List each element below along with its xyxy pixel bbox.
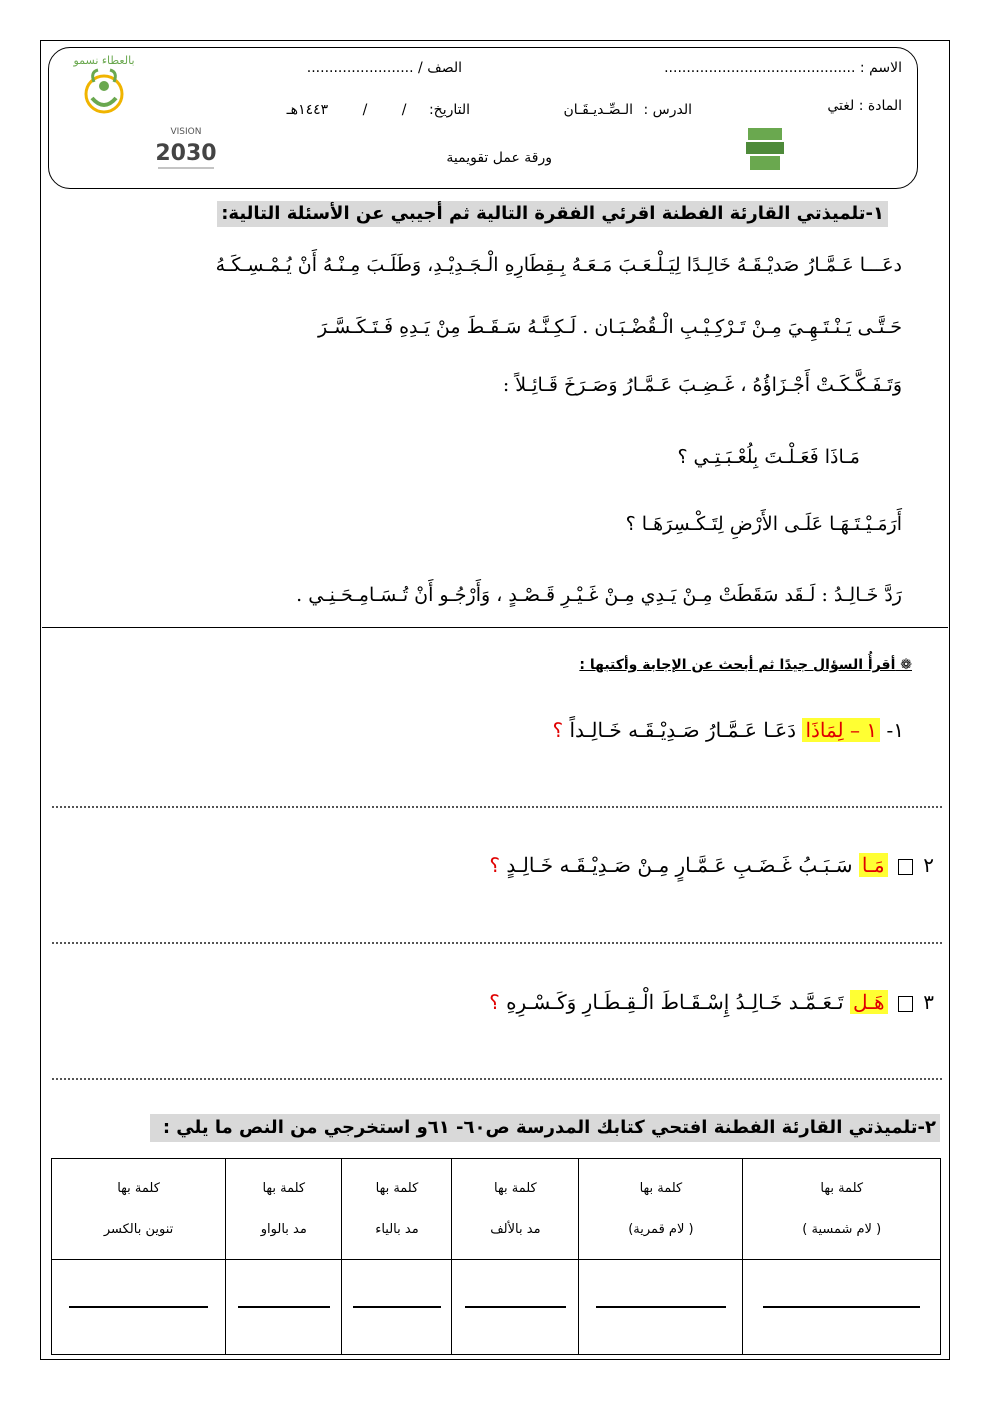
table-header-cell: كلمة بها تنوين بالكسر (52, 1159, 226, 1260)
question-3-qmark: ؟ (489, 990, 500, 1014)
class-field (307, 60, 462, 76)
table-header-cell: كلمة بها ( لام شمسية ) (743, 1159, 941, 1260)
question-3-number: ٣ (923, 990, 934, 1014)
paragraph-line-3: وَتَـفَـكَّـكَـتْ أَجْـزَاؤُهُ ، غَـضِـبَ عَـمَّـارُ وَصَـرَخَ قَـائِـلاً : (502, 374, 902, 396)
answer-line-3[interactable] (52, 1078, 942, 1080)
name-field (664, 60, 902, 76)
question-1 (552, 718, 904, 742)
checkbox-icon[interactable] (898, 996, 913, 1012)
questions-intro (579, 657, 912, 673)
question-2-text: سَـبَـبُ غَـضَـبِ عَـمَّـارٍ مِـنْ صَـدِيْـقَـه خَـالِـدٍ (506, 853, 859, 877)
table-answer-cell[interactable] (226, 1260, 342, 1355)
question-2-number: ٢ (923, 853, 934, 877)
table-answer-cell[interactable] (743, 1260, 941, 1355)
lesson-field (563, 102, 692, 118)
table-answer-cell[interactable] (342, 1260, 452, 1355)
hema-logo-icon (742, 122, 788, 174)
question-1-number: ١- (880, 718, 904, 742)
class-dots[interactable]: ........................ (306, 60, 414, 76)
question-1-keyword: ١ – لِمَاذَا (802, 718, 880, 742)
answer-line-2[interactable] (52, 942, 942, 944)
name-dots[interactable]: ........................................... (664, 60, 856, 76)
question-3 (489, 990, 934, 1014)
table-answer-cell[interactable] (452, 1260, 579, 1355)
question-1-qmark: ؟ (552, 718, 564, 742)
subject-label: المادة : لغتي (827, 98, 902, 114)
school-logo-icon (64, 52, 144, 122)
answer-line-1[interactable] (52, 806, 942, 808)
date-field (287, 102, 470, 118)
svg-text:2030: 2030 (155, 141, 217, 166)
extraction-table (51, 1158, 941, 1355)
name-label: الاسم : (859, 60, 902, 76)
table-answer-row (52, 1260, 941, 1355)
question-3-keyword: هَـل (850, 990, 888, 1014)
question-2-keyword: مَـا (859, 853, 888, 877)
worksheet-title: ورقة عمل تقويمية (446, 150, 552, 166)
table-answer-cell[interactable] (579, 1260, 743, 1355)
bullet-icon: ❁ (895, 657, 912, 673)
table-header-row (52, 1159, 941, 1260)
paragraph-line-2: حَـتَّـى يَـنْـتَـهِـيَ مِـنْ تَـرْكِـيْـبِ الْـقُضْـبَـان . لَـكِـنَّـهُ سَـقَـطَ مِنْ يَـدِهِ فَـتَـكَـسَّـرَ (318, 316, 902, 338)
table-header-cell: كلمة بها مد بالألف (452, 1159, 579, 1260)
divider (42, 627, 948, 628)
svg-text:بالعطاء نسمو: بالعطاء نسمو (73, 54, 135, 67)
checkbox-icon[interactable] (898, 859, 913, 875)
table-header-cell: كلمة بها مد بالياء (342, 1159, 452, 1260)
lesson-value: الـصِّـديـقَـان (563, 102, 634, 118)
svg-text:VISION: VISION (170, 127, 202, 137)
section1-title: ١-تلميذتي القارئة الفطنة اقرئي الفقرة التالية ثم أجيبي عن الأسئلة التالية: (217, 201, 888, 227)
paragraph-line-6: رَدَّ خَـالِـدُ : لَـقَد سَقَطَتْ مِـنْ يَـدِي مِـنْ غَـيْـرِ قَـصْـدٍ ، وَأَرْجُـو أَنْ تُـسَـامِـحَـنِـي . (296, 584, 902, 606)
paragraph-line-1: دعَـــا عَـمَّـارُ صَديْـقَـهُ خَالِـدًا لِيَـلْـعَـبَ مَـعَـهُ بِـقِطَارِهِ الْـجَـدِيْـدِ، وَطَلَـبَ مِـنْـهُ أَنْ يُـمْـسِـكَـهُ (215, 254, 902, 276)
paragraph-line-4: مَـاذَا فَعَـلْـتَ بِلُعْـبَـتِـي ؟ (677, 446, 860, 468)
question-3-text: تَـعَـمَّـد خَـالِـدُ إِسْـقَـاطَ الْـقِـطَـارِ وَكَـسْـرِهِ (506, 990, 850, 1014)
class-label: الصف / (418, 60, 462, 76)
vision-2030-logo-icon (150, 120, 222, 178)
table-header-cell: كلمة بها مد بالواو (226, 1159, 342, 1260)
lesson-label: الدرس : (643, 102, 692, 118)
table-answer-cell[interactable] (52, 1260, 226, 1355)
date-value: / / ١٤٤٣هـ (286, 102, 407, 118)
table-header-cell: كلمة بها ( لام قمرية) (579, 1159, 743, 1260)
questions-intro-text: أقرأُ السؤال جيدًا ثم أبحث عن الإجابة وأكتبها : (579, 657, 896, 673)
section2-title: ٢-تلميذتي القارئة الفطنة افتحي كتابك المدرسة ص٦٠- ٦١و استخرجي من النص ما يلي : (150, 1114, 940, 1142)
question-1-text: دَعَـا عَـمَّـارُ صَـدِيْـقَـه خَـالِـداً (569, 718, 803, 742)
date-label: التاريخ: (428, 102, 470, 118)
question-2 (489, 853, 934, 877)
question-2-qmark: ؟ (489, 853, 501, 877)
paragraph-line-5: أَرَمَـيْـتَـهَـا عَلَـى الأَرْضِ لِتَـكْـسِرَهَـا ؟ (625, 513, 902, 535)
